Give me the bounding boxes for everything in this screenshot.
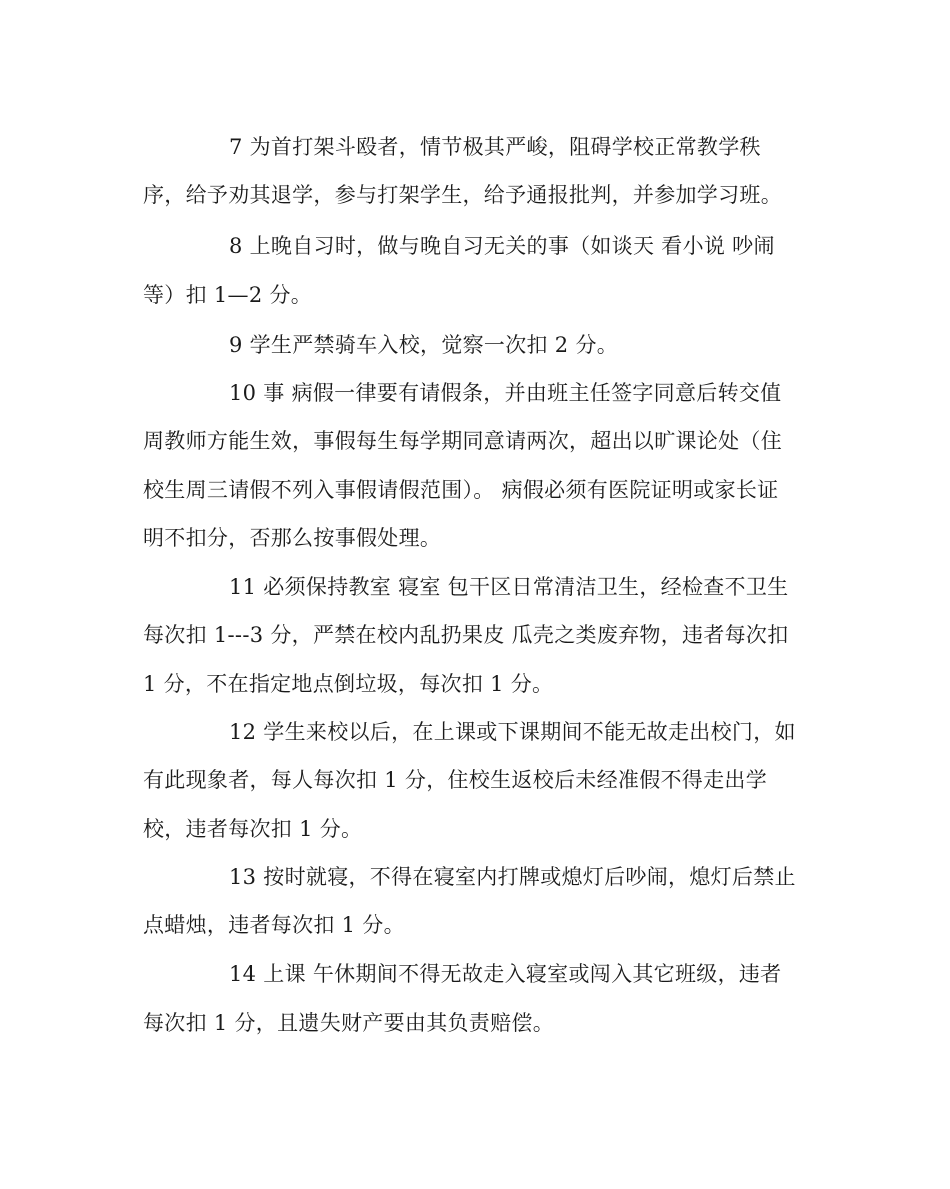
rule-13-line-1: 13 按时就寝，不得在寝室内打牌或熄灯后吵闹，熄灯后禁止 [229,865,796,889]
rule-9-line-1: 9 学生严禁骑车入校，觉察一次扣 2 分。 [229,333,619,357]
rule-7-line-1: 7 为首打架斗殴者，情节极其严峻，阻碍学校正常教学秩 [229,135,761,159]
rule-10-line-4: 明不扣分，否那么按事假处理。 [143,526,442,550]
rule-14-line-1: 14 上课 午休期间不得无故走入寝室或闯入其它班级，违者 [229,962,782,986]
rule-10-line-1: 10 事 病假一律要有请假条，并由班主任签字同意后转交值 [229,381,782,405]
rule-12-line-3: 校，违者每次扣 1 分。 [143,817,363,841]
rule-7-line-2: 序，给予劝其退学，参与打架学生，给予通报批判，并参加学习班。 [143,183,782,207]
rule-13-line-2: 点蜡烛，违者每次扣 1 分。 [143,913,405,937]
rule-11-line-3: 1 分，不在指定地点倒垃圾，每次扣 1 分。 [143,672,554,696]
rule-14-line-2: 每次扣 1 分，且遗失财产要由其负责赔偿。 [143,1011,555,1035]
rule-11-line-2: 每次扣 1---3 分，严禁在校内乱扔果皮 瓜壳之类废弃物，违者每次扣 [143,623,789,647]
rule-12-line-2: 有此现象者，每人每次扣 1 分，住校生返校后未经准假不得走出学 [143,768,768,792]
rule-10-line-3: 校生周三请假不列入事假请假范围）。 病假必须有医院证明或家长证 [143,478,779,502]
rule-12-line-1: 12 学生来校以后，在上课或下课期间不能无故走出校门，如 [229,720,796,744]
rule-8-line-1: 8 上晚自习时，做与晚自习无关的事（如谈天 看小说 吵闹 [229,234,775,258]
rule-11-line-1: 11 必须保持教室 寝室 包干区日常清洁卫生，经检查不卫生 [229,575,789,599]
rule-8-line-2: 等）扣 1—2 分。 [143,283,313,307]
rule-10-line-2: 周教师方能生效，事假每生每学期同意请两次，超出以旷课论处（住 [143,429,782,453]
